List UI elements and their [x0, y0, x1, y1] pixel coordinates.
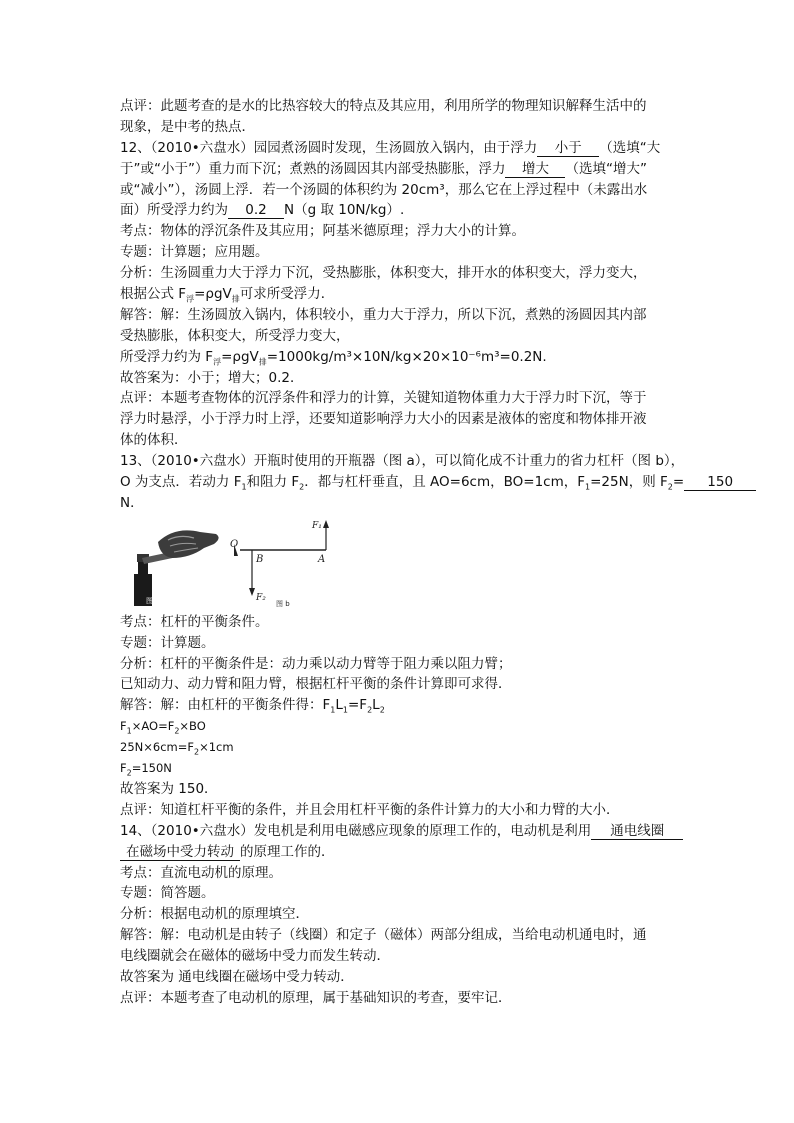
figure-a-label: 图 a: [146, 596, 160, 605]
formula-line: [120, 284, 680, 305]
subscript: 2: [667, 482, 673, 492]
text-line: 分析：根据电动机的原理填空．: [120, 906, 309, 923]
hand-shape: [158, 530, 219, 558]
text-line: 考点：直流电动机的原理。: [120, 864, 282, 881]
subscript: 2: [174, 726, 180, 736]
force-f2-arrow: [249, 588, 255, 596]
question-13-line-2: [120, 472, 734, 493]
text-span: F: [120, 761, 127, 776]
point-o-label: O: [230, 538, 239, 550]
text-line: 专题：计算题。: [120, 634, 215, 651]
text-line: 考点：物体的浮沉条件及其应用；阿基米德原理；浮力大小的计算。: [120, 223, 525, 240]
text-span: =150N: [131, 761, 172, 776]
text-line: 已知动力、动力臂和阻力臂，根据杠杆平衡的条件计算即可求得．: [120, 676, 512, 693]
answer-blank: 0.2: [228, 202, 284, 219]
subscript: 1: [585, 482, 591, 492]
document-content: [120, 96, 734, 1009]
text-line: 考点：杠杆的平衡条件。: [120, 613, 269, 630]
text-line: 分析：杠杆的平衡条件是：动力乘以动力臂等于阻力乘以阻力臂；: [120, 655, 512, 672]
text-line: 电线圈就会在磁体的磁场中受力而发生转动．: [120, 948, 390, 965]
solution-line-1: [120, 695, 680, 716]
text-line: 现象，是中考的热点．: [120, 118, 255, 135]
text-span: =: [672, 474, 685, 491]
force-f1-arrow: [323, 520, 329, 528]
text-line: N．: [120, 494, 144, 511]
text-span: N（g 取 10N/kg）.: [284, 202, 405, 219]
subscript: 浮: [213, 357, 222, 367]
answer-blank: 150: [684, 474, 756, 491]
text-line: 分析：生汤圆重力大于浮力下沉，受热膨胀，体积变大，排开水的体积变大，浮力变大，: [120, 265, 647, 282]
text-span: 于”或“小于”）重力而下沉；煮熟的汤圆因其内部受热膨胀，浮力: [120, 160, 506, 177]
text-span: =1000kg/m³×10N/kg×20×10⁻⁶m³=0.2N.: [266, 348, 547, 365]
text-span: ×1cm: [199, 740, 234, 755]
question-12-line-4: [120, 200, 680, 221]
text-line: 点评：此题考查的是水的比热容较大的特点及其应用，利用所学的物理知识解释生活中的: [120, 98, 647, 114]
subscript: 排: [258, 357, 267, 367]
subscript: 浮: [186, 294, 195, 304]
formula-line: [120, 347, 680, 368]
answer-blank: 通电线圈: [591, 823, 683, 840]
text-span: ．都与杠杆垂直，且 AO=6cm，BO=1cm，F: [304, 474, 586, 491]
text-span: =ρgV: [221, 348, 259, 365]
text-span: =ρgV: [194, 286, 232, 303]
text-line: 解答：解：生汤圆放入锅内，体积较小，重力大于浮力，所以下沉，煮熟的汤圆因其内部: [120, 306, 647, 323]
text-line: 浮力时悬浮，小于浮力时上浮，还要知道影响浮力大小的因素是液体的密度和物体排开液: [120, 411, 647, 428]
text-span: （选填“大: [599, 139, 661, 156]
question-12-line-1: [120, 138, 680, 159]
text-line: 或“减小”），汤圆上浮．若一个汤圆的体积约为 20cm³，那么它在上浮过程中（未露出水: [120, 181, 648, 198]
text-span: O 为支点．若动力 F: [120, 474, 242, 491]
text-span: =F: [347, 697, 368, 714]
text-span: （选填“增大”: [565, 160, 647, 177]
text-span: 和阻力 F: [246, 474, 300, 491]
answer-blank: 增大: [505, 161, 565, 178]
text-line: 点评：知道杠杆平衡的条件，并且会用杠杆平衡的条件计算力的大小和力臂的大小．: [120, 801, 620, 818]
subscript: 2: [299, 482, 305, 492]
question-12-line-2: [120, 159, 680, 180]
text-span: F: [120, 719, 127, 734]
text-span: 可求所受浮力．: [239, 286, 335, 303]
force-f1-label: F₁: [312, 520, 322, 531]
solution-line-4: [120, 758, 680, 779]
subscript: 1: [126, 726, 132, 736]
subscript: 1: [241, 482, 247, 492]
text-line: 13、（2010•六盘水）开瓶时使用的开瓶器（图 a），可以简化成不计重力的省力杠杆（图 b），: [120, 453, 685, 470]
text-span: 14、（2010•六盘水）发电机是利用电磁感应现象的原理工作的，电动机是利用: [120, 822, 592, 839]
text-line: 故答案为 150．: [120, 780, 218, 797]
figure-b-label: 图 b: [276, 599, 290, 608]
text-span: 12、（2010•六盘水）园园煮汤圆时发现，生汤圆放入锅内，由于浮力: [120, 139, 538, 156]
text-line: 故答案为 通电线圈在磁场中受力转动．: [120, 968, 354, 985]
lever-figure-svg: [120, 514, 540, 612]
point-a-label: A: [318, 553, 326, 565]
subscript: 2: [367, 706, 373, 716]
lever-diagram: [234, 520, 329, 596]
text-span: 的原理工作的．: [240, 843, 335, 860]
text-span: 所受浮力约为 F: [120, 348, 214, 365]
subscript: 排: [231, 294, 240, 304]
solution-line-3: [120, 737, 680, 758]
text-line: 点评：本题考查了电动机的原理，属于基础知识的考查，要牢记．: [120, 989, 512, 1006]
solution-line-2: [120, 716, 680, 737]
text-span: ×BO: [179, 719, 206, 734]
question-14-line-1: [120, 821, 680, 842]
text-line: 体的体积．: [120, 432, 188, 449]
answer-blank: 在磁场中受力转动: [120, 844, 240, 861]
subscript: 1: [330, 706, 336, 716]
text-line: 点评：本题考查物体的沉浮条件和浮力的计算，关键知道物体重力大于浮力时下沉，等于: [120, 390, 647, 407]
answer-blank: 小于: [537, 140, 599, 157]
subscript: 2: [126, 768, 132, 778]
lever-figure: [120, 514, 540, 612]
question-14-line-2: [120, 842, 680, 863]
force-f2-label: F₂: [256, 592, 266, 603]
text-line: 解答：解：电动机是由转子（线圈）和定子（磁体）两部分组成，当给电动机通电时，通: [120, 927, 647, 944]
point-b-label: B: [256, 553, 264, 565]
text-span: 面）所受浮力约为: [120, 202, 228, 219]
text-span: 解答：解：由杠杆的平衡条件得：F: [120, 697, 331, 714]
text-span: 25N×6cm=F: [120, 740, 194, 755]
bottle-opener-photo: [134, 530, 219, 606]
text-line: 故答案为：小于；增大；0.2．: [120, 369, 304, 386]
text-span: L: [335, 697, 343, 714]
text-span: L: [372, 697, 380, 714]
subscript: 1: [342, 706, 348, 716]
text-line: 受热膨胀，体积变大，所受浮力变大，: [120, 327, 350, 344]
text-span: 根据公式 F: [120, 286, 187, 303]
subscript: 2: [193, 747, 200, 757]
text-span: ×AO=F: [131, 719, 175, 734]
text-line: 专题：简答题。: [120, 885, 215, 902]
subscript: 2: [379, 706, 385, 716]
text-span: =25N，则 F: [590, 474, 668, 491]
text-line: 专题：计算题；应用题。: [120, 244, 269, 261]
